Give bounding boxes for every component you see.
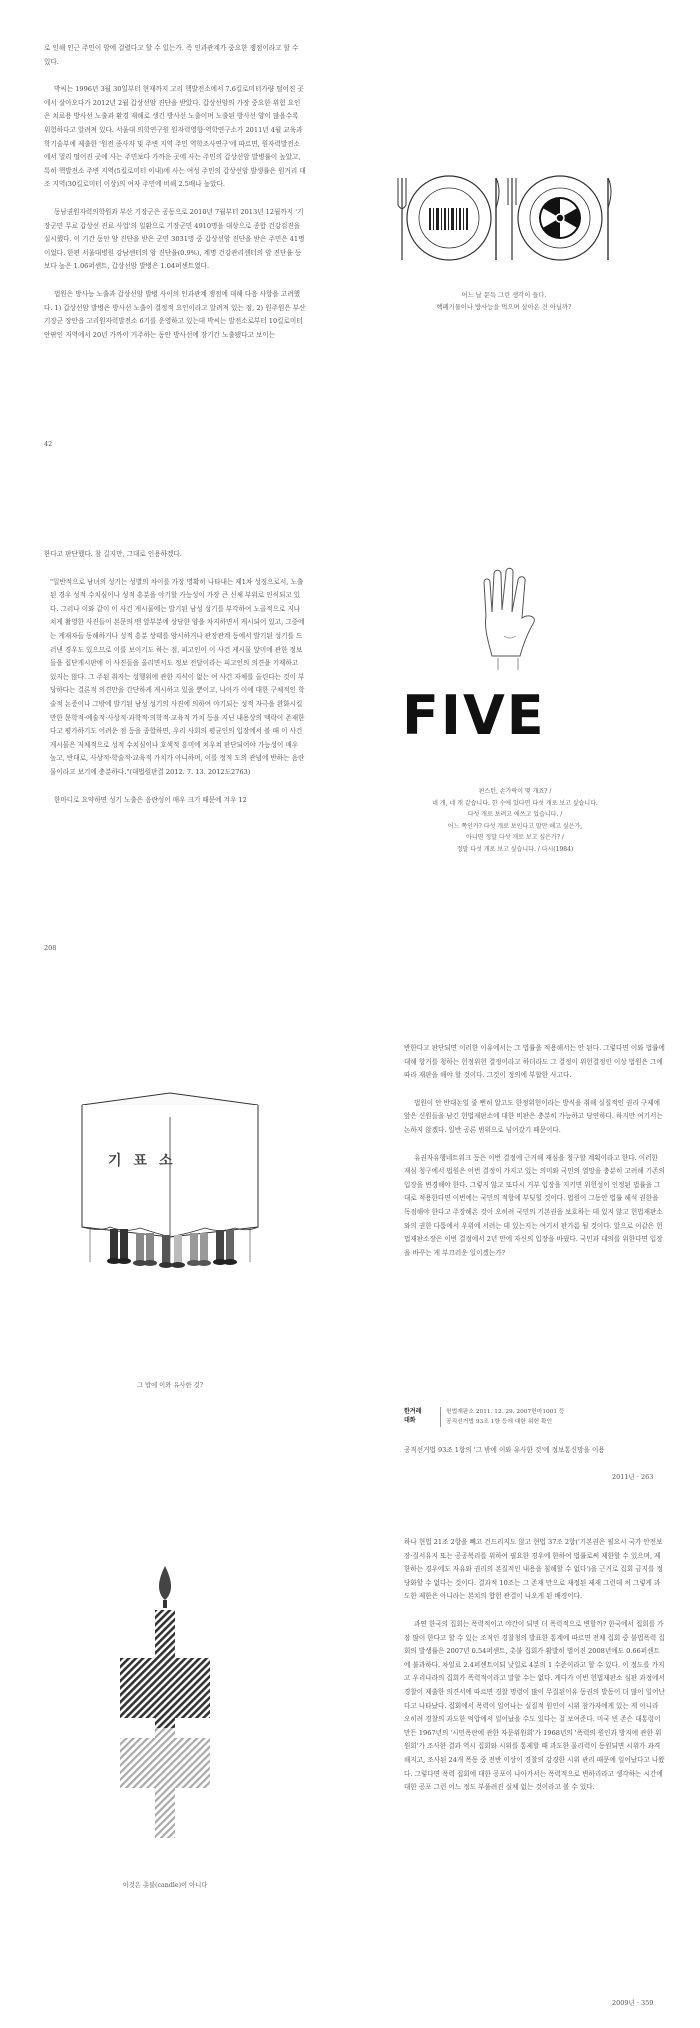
text-column-right [404,1536,666,1809]
spread-3 [0,1012,700,1517]
paragraph: 한마디로 요약하면 성기 노출은 음란성이 매우 크기 때문에 겨우 12 [54,795,247,804]
page-number: 2011년 · 263 [612,1473,654,1481]
image-caption: 이것은 촛불(candle)이 아니다 [122,1882,208,1889]
page-number: 42 [44,440,53,448]
five-headline: FIVE [402,684,546,747]
barcode-plate-icon [398,176,499,260]
page-number: 2009년 · 359 [612,1999,654,2007]
spread-4 [0,1518,700,2028]
spread-1 [0,0,700,505]
text-column-left [44,42,306,356]
voting-booth-label: 기표소 [108,1153,185,1169]
paragraph: 유권자유행네트워크 등은 이번 결정에 근거해 재심을 청구할 계획이라고 한다. 이러한 재심 청구에서 법원은 이번 결정이 가지고 있는 의미와 국민의 열망을 충분히 고려해 기존의 입장을 변경해야 한다. 그렇지 않고 또다시 거부 입장을 지키면 위헌성이 인정된 법률을 그대로 적용한다면 이번에는 국민의 적항에 부딪힐 것이다. 법원이 그동안 법률 해석 권한을 독점해야 한다고 주장해온 것이 오히려 국민의 기본권을 보호하는 데 있지 않고 헌법재판소와의 권한 다툼에서 우위에 서려는 데 있는지는 여기서 판가름 될 것이다. 앞으로 이같은 헌법재판소장은 이번 결정에서 2년 만에 자신의 입장을 바꿨다. 국민과 대의를 위한다면 입장을 바꾸는 게 부끄러운 일이겠는가? [404,1153,665,1257]
paragraph: 과연 한국의 집회는 폭력적이고 야간이 되면 더 폭력적으로 변할까? 한국에서 집회를 가장 많이 한다고 할 수 있는 조직인 경찰청의 발표한 통계에 따르면 전체 집회 중 불법폭력 집회의 발생률은 2007년 0.54퍼센트, 촛불 집회가 활발히 벌어진 2008년에도 0.66퍼센트에 불과하다. 차일료 2.4퍼센트이되 낮일로 4분의 1 수준이라고 할 수 있다. 이 정도를 가지고 우리나라의 집회가 폭력적이라고 말할 수는 없다. 게다가 이번 헌법재판소 심판 과정에서 경찰이 제출한 의견서에 따르면 경찰 명령이 많이 무질된이유 동권의 발동이 더 많이 일어난다고 나타났다. 집회에서 폭력이 일어나는 실질적 원인이 시위 참가자에게 있는 게 아니라 오히려 경찰의 과도한 억압에서 일어났을 수도 있다는 걸 보여준다. 미국 빈 존슨 대통령이 만든 1967년의 '시민폭란에 관한 자문위원회'가 1968년의 '폭력의 원인과 방지에 관한 위원회'가 조사한 결과 역시 집회와 시위를 통제할 때 과도한 물리력이 동원되면 시위가 과격해지고, 조사된 24개 폭동 중 전반 이상이 경찰의 강경한 시위 관리 때문에 일어났다고 나왔다. 그렇다면 폭력 집회에 대한 공포이 나아가서는 폭력적으로 변하리라고 생각하는 시간에 대한 공포 그런 어느 정도 부풀려진 실체 없는 것이라고 볼 수 있다. [404,1619,665,1792]
text-column-left [44,548,306,821]
flame-icon [159,1566,171,1600]
paragraph: 법원이 안 반대논일 줄 뻔히 알고도 한정위헌이라는 방식을 취해 실질적인 권리 구제에 앞은 신원들을 남긴 헌법재판소에 대한 비판은 충분히 가능하고 당연하다. 하지만 여기서는 논하지 않겠다. 일반 공론 범위으로 넘어갔기 때문이다. [404,1098,663,1134]
image-caption: 어느 날 문득 그린 생각이 들다. 핵폐기물이나 방사능을 먹으며 살아온 건 아닐까? [436,292,572,311]
paragraph: 하나 현법 21조 2항을 빼고 건드리지도 않고 현법 37조 2항('기본권은 필요시 국가 안전보장·질서유지 또는 공공복리를 위하여 필요한 경우에 한하여 법률로써 제한할 수 있으며, 제한하는 경우에도 자유와 권리의 본질적인 내용을 침해할 수 없다')을 근거로 집회 금지를 정당화할 수 없다는 것이다. 결과적 10조는 그 존재 만으로 재정된 제재 그런데 처 그렇게 과도한 제한은 아니라는 본치의 합헌 관결이 나오게 된 배경이다. [404,1538,663,1601]
paragraph: 박씨는 1996년 3월 30일부터 현재까지 고리 핵발전소에서 7.6킬로미터가량 떨어진 곳에서 살아오다가 2012년 2월 갑상선암 진단을 받았다. 갑상선암의 가장 중요한 위험 요인은 치료용 방사선 노출과 환경 재해로 생긴 방사선 노출이며 노출된 방사선 양이 많을수록 위험하다고 알려져 있다. 서울대 의학연구원 원자력영향·역학연구소가 2011년 4월 교육과학기술부에 제출한 '원전 종사자 및 주변 지역 주민 역학조사연구'에 따르면, 원자력발전소에서 멀리 떨어진 곳에 사는 주민보다 가까운 곳에 사는 주민의 갑상선암 발병률이 높았고, 특히 핵발전소 주변 지역(5킬로미터 이내)에 사는 여성 주민의 갑상선암 발생률은 원거리 대조 지역(30킬로미터 이상)의 여자 주민에 비해 2.5배나 높았다. [44,85,306,189]
paragraph: 동남권원자력의학원과 부산 기장군은 공동으로 2010년 7월부터 2013년 12월까지 '기장군민 무료 갑상선 진료 사업'의 일환으로 기장군민 4910명을 대상으로 종합 건강검진을 실시했다. 이 기간 동안 암 진단을 받은 군민 3031명 중 갑상선암 진단을 받은 주민은 41명이었다. 한편 서울대병원 강남센터의 암 진단율(0.9%), 계명 건강관리센터의 암 진단율 등 보다 높은 1.06퍼센트, 갑상선암 발병은 1.04퍼센트였다. [44,207,305,271]
four-fingers-hand-illustration [470,566,550,671]
spread-2 [0,506,700,1011]
image-caption: 그 밥에 이와 유사한 것? [136,1382,204,1389]
case-reference: 한겨레 대화 헌법재판소 2011. 12. 29. 2007헌마1001 등 공직선거법 93조 1항 등에 대한 위헌 확인 [404,1407,666,1431]
plates-illustration [384,160,624,275]
page-number: 208 [44,944,57,952]
image-caption: 핀스턴, 손가락이 몇 개죠? / 네 개, 네 개 같습니다. 한 수에 있다면 다섯 개로 보고 싶습니다. 다섯 개로 보려고 애쓰고 있습니다. / 어느 쪽인가? 다섯 개로 보인다고 말만 해고 싶은가, 아니면 정말 다섯 개로 보고 싶은가? / 정말 다섯 개로 보고 싶습니다. / 다시(1984) [432,788,598,853]
paragraph: 법원은 방사능 노출과 갑상선암 발병 사이의 인과관계 쟁점에 대해 다음 사항을 고려했다. 1) 갑상선암 발병은 방사선 노출이 결정적 요인이라고 알려져 있는 점, 2) 원주원은 부산 기장군 장안읍 고리원자력발전소 6기를 운영하고 있는데 박씨는 발전소로부터 10킬로미터 안팎인 지역에서 20년 가까이 거주하는 동안 방사선에 장기간 노출됐다고 보이는 [44,289,306,339]
paragraph: 한다고 판단했다. 참 길지만, 그대로 인용하겠다. [44,550,182,558]
paragraph: 공직선거법 93조 1항의 '그 밖에 이와 유사한 것'에 정보통신망을 이용 [404,1446,605,1454]
candle-figure-illustration [100,1558,230,1848]
paragraph: 반한다고 판단되면 이러한 이유에서는 그 법률을 적용해서는 안 된다. 그렇다면 이와 법률에 대해 항거를 청하는 헌정위헌 결정이라고 하더라도 그 결정이 위헌결정인 이상 법원은 그에 따라 재판을 해야 할 것이다. 그것이 정의에 부합한 사고다. [404,1044,665,1080]
text-column-right [404,1042,666,1274]
radiation-plate-icon [508,176,611,260]
quote-paragraph: "일반적으로 남녀의 성기는 성별의 차이를 가장 명확히 나타내는 제1차 성징으로서, 노출된 경우 성적 수치심이나 성적 흥분을 야기할 가능성이 가장 큰 신체 부위로 인식되고 있다. 그러나 이와 같이 이 사건 게시물에는 발기된 남성 성기를 부각하여 노골적으로 지나치게 촬영한 사진들이 본문의 맨 앞부분에 상당한 양을 차지하면서 게시되어 있고, 그중에는 게재자들 동해하거나 성적 흥분 상태를 암시하거나 관장관계 등에서 발기된 성기를 드러낸 경우도 있으므로 이를 보이기도 하는 점, 피고인이 이 사건 게시물 앞미에 관한 정보들을 집단게시판에 이 사진들을 올리면서도 정보 전달이라는 피고인의 의견을 기재하고 있지는 않다. 그 주된 취지는 성행위에 관한 지식이 없는 여 사건 자체를 올린다는 것이 부당하다는 결론적 의견만을 간단하게 게시하고 있을 뿐이고, 나아가 이에 대한 구체적인 학술적 논증이나 그밖에 발기된 남성 성기의 사진에 의하여 야기되는 성적 자극을 완화시킬 만한 문학적·예술적·사상적·과학적·의학적·교육적 가치 등을 지닌 내용상의 맥락이 존재한다고 평가하기도 어려운 점 등을 종합하면, 우리 사회의 평균인의 입장에서 볼 때 이 사건 게시물은 저체적으로 성적 수치심이나 호색적 흥미에 치우쳐 판단되어야 가능성이 매우 높고, 반대로, 사상적·학술적·교육적 가치가 아니하며, 이를 정적 도의 관념에 반하는 음란물이라고 보기에 충분하다."(대법원판결 2012. 7. 13. 2012도2763) [50,577,305,776]
voting-booth-illustration [70,1087,270,1272]
paragraph: 로 인해 인근 주민이 암에 걸렸다고 할 수 있는가. 즉 인과관계가 중요한 쟁점이라고 할 수 있다. [44,44,299,66]
